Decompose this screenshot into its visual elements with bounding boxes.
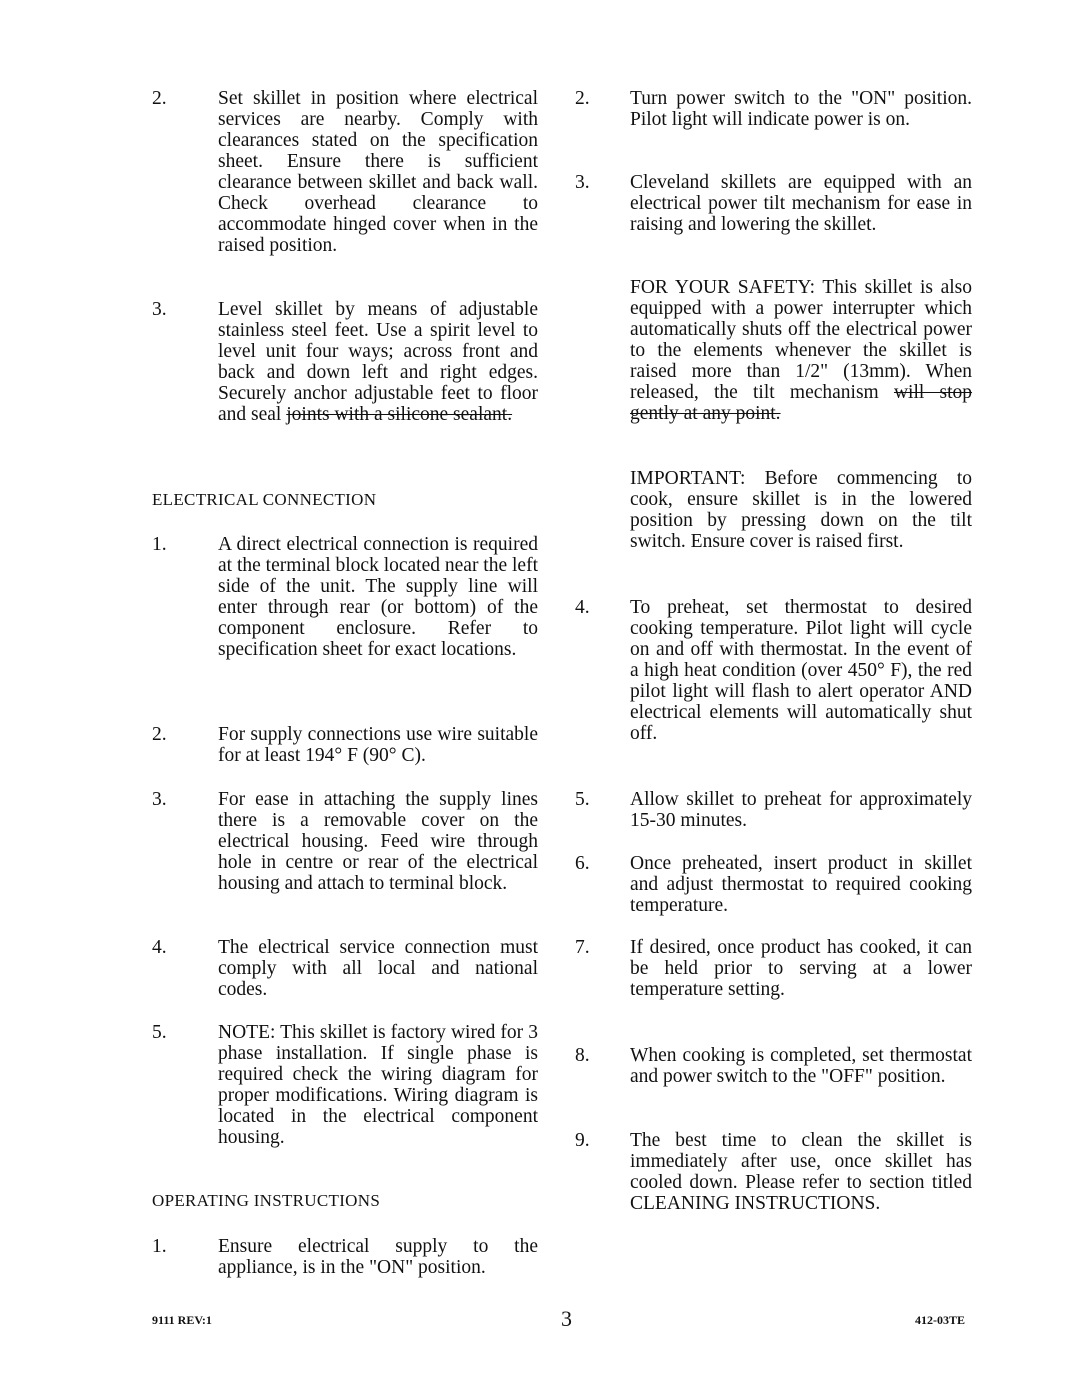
step-number: 2. [575,88,590,109]
operating-step-5 [575,789,972,831]
safety-text-main: FOR YOUR SAFETY: This skillet is also equipped with a power interrupter which automatically shuts off the electrical power to the elements whenever the skillet is raised more than 1/2" (13mm). When released, the tilt mechanism [630,277,972,403]
electrical-heading: ELECTRICAL CONNECTION [152,490,377,509]
step-text: To preheat, set thermostat to desired cooking temperature. Pilot light will cycle on and off with thermostat. In the event of a high heat condition (over 450° F), the red pilot light will flash to alert operator AND electrical elements will automatically shut off. [630,597,972,744]
step-text: For supply connections use wire suitable for at least 194° F (90° C). [218,724,538,766]
step-text [218,299,538,425]
step-number: 4. [575,597,590,618]
operating-step-4 [575,597,972,744]
step-number: 1. [152,534,167,555]
electrical-step-5 [152,1022,538,1148]
electrical-step-1 [152,534,538,660]
step-number: 5. [152,1022,167,1043]
footer-doc-code: 412-03TE [915,1313,966,1327]
page-number: 3 [561,1306,572,1331]
safety-note [575,277,972,424]
step-number: 5. [575,789,590,810]
step-text: Allow skillet to preheat for approximately 15-30 minutes. [630,789,972,831]
step-text: Ensure electrical supply to the appliance, is in the "ON" position. [218,1236,538,1278]
step-text: Cleveland skillets are equipped with an electrical power tilt mechanism for ease in raising and lowering the skillet. [630,172,972,235]
step-number: 1. [152,1236,167,1257]
safety-text [630,277,972,424]
step-text: If desired, once product has cooked, it can be held prior to serving at a lower temperature setting. [630,937,972,1000]
operating-step-9 [575,1130,972,1214]
electrical-step-3 [152,789,538,894]
step-text: Turn power switch to the "ON" position. Pilot light will indicate power is on. [630,88,972,130]
step-text: NOTE: This skillet is factory wired for 3 phase installation. If single phase is required check the wiring diagram for proper modifications. Wiring diagram is located in the electrical component housing. [218,1022,538,1148]
operating-step-1 [152,1236,538,1278]
step-text: The best time to clean the skillet is immediately after use, once skillet has cooled down. Please refer to section titled CLEANING INSTRUCTIONS. [630,1130,972,1214]
step-text-main: Level skillet by means of adjustable stainless steel feet. Use a spirit level to level unit four ways; across front and back and down left and right edges. Securely anchor adjustable feet to floor and seal [218,299,538,425]
step-text: Set skillet in position where electrical services are nearby. Comply with clearances stated on the specification sheet. Ensure there is sufficient clearance between skillet and back wall. Check overhead clearance to accommodate hinged cover when in the raised position. [218,88,538,256]
step-number: 4. [152,937,167,958]
footer-revision: 9111 REV:1 [152,1313,212,1327]
step-number: 3. [152,789,167,810]
install-step-2 [152,88,538,256]
electrical-step-4 [152,937,538,1000]
electrical-step-2 [152,724,538,766]
step-number: 2. [152,88,167,109]
operating-step-7 [575,937,972,1000]
step-text: Once preheated, insert product in skillet and adjust thermostat to required cooking temperature. [630,853,972,916]
operating-heading: OPERATING INSTRUCTIONS [152,1191,381,1210]
step-number: 6. [575,853,590,874]
operating-step-3 [575,172,972,235]
step-text: When cooking is completed, set thermostat and power switch to the "OFF" position. [630,1045,972,1087]
operating-step-8 [575,1045,972,1087]
step-number: 9. [575,1130,590,1151]
important-note [575,468,972,552]
step-number: 3. [575,172,590,193]
step-number: 8. [575,1045,590,1066]
step-number: 7. [575,937,590,958]
operating-step-2 [575,88,972,130]
operating-step-6 [575,853,972,916]
important-text: IMPORTANT: Before commencing to cook, ensure skillet is in the lowered position by pressing down on the tilt switch. Ensure cover is raised first. [630,468,972,552]
struck-text: joints with a silicone sealant. [286,404,513,425]
step-number: 3. [152,299,167,320]
step-number: 2. [152,724,167,745]
install-step-3 [152,299,538,425]
step-text: The electrical service connection must comply with all local and national codes. [218,937,538,1000]
step-text: A direct electrical connection is required at the terminal block located near the left side of the unit. The supply line will enter through rear (or bottom) of the component enclosure. Refer to specification sheet for exact locations. [218,534,538,660]
struck-text: will stop gently at any point. [630,382,973,424]
step-text: For ease in attaching the supply lines there is a removable cover on the electrical housing. Feed wire through hole in centre or rear of the electrical housing and attach to terminal block. [218,789,538,894]
